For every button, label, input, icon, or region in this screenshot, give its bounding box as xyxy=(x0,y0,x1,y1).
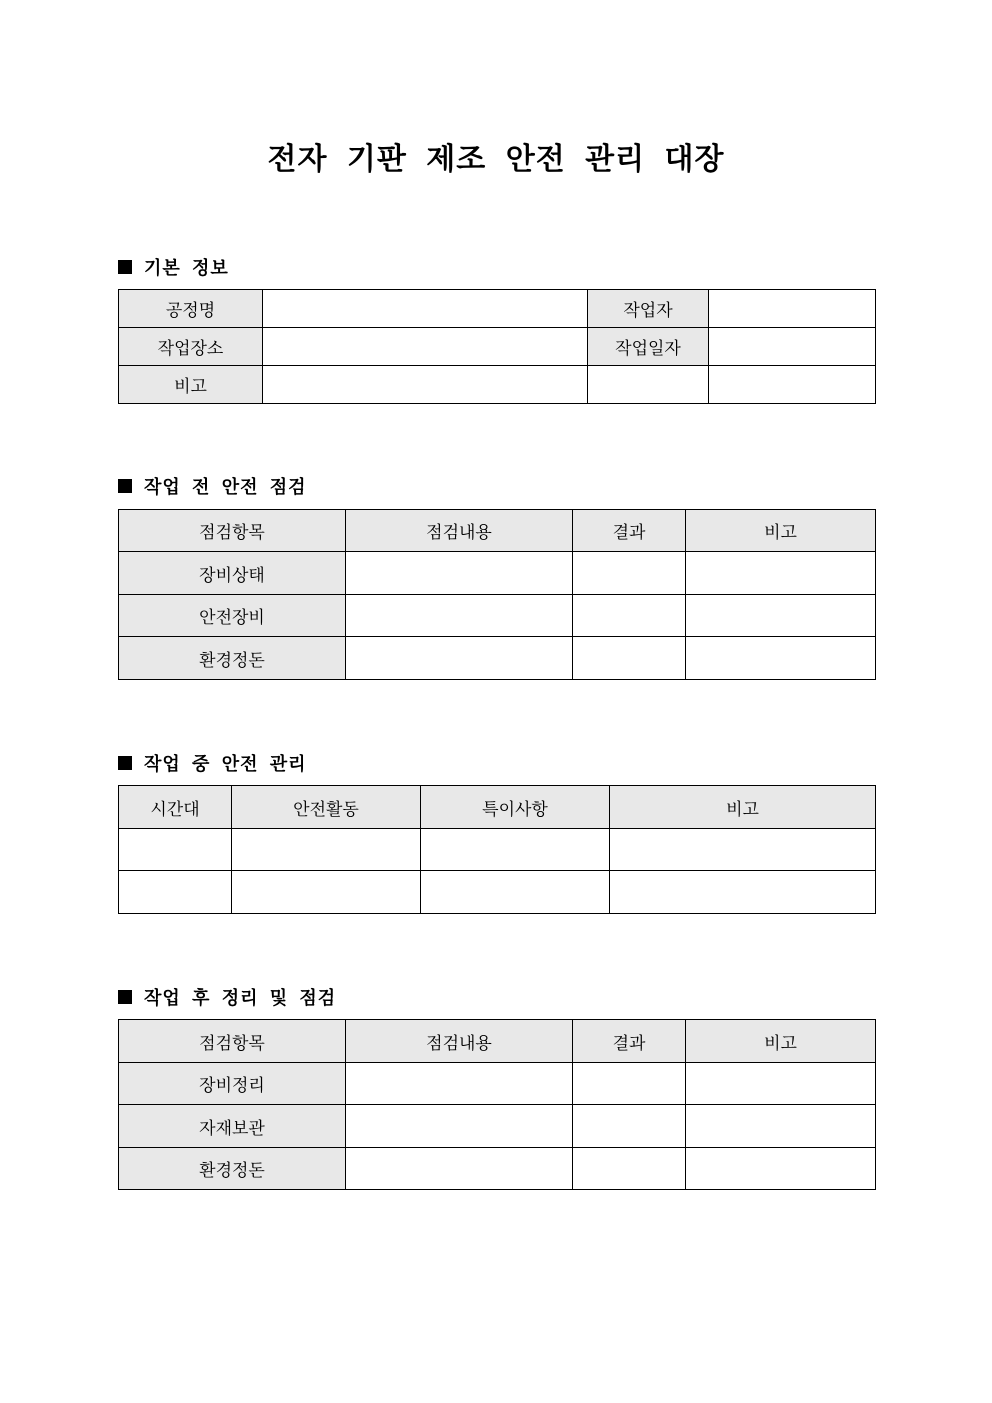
table-header-row xyxy=(119,1020,876,1063)
column-header: 비고 xyxy=(610,786,876,829)
check-item-label: 환경정돈 xyxy=(119,637,346,680)
section-heading-text: 기본 정보 xyxy=(144,258,229,279)
note-cell[interactable] xyxy=(686,1063,876,1105)
square-bullet-icon xyxy=(118,756,132,770)
section-heading-basic-info xyxy=(118,254,229,280)
table-row xyxy=(119,637,876,680)
table-row xyxy=(119,366,876,404)
table-row xyxy=(119,829,876,871)
activity-cell[interactable] xyxy=(232,829,421,871)
work-date-label: 작업일자 xyxy=(588,328,709,366)
result-cell[interactable] xyxy=(573,595,686,637)
table-row xyxy=(119,871,876,914)
column-header: 결과 xyxy=(573,510,686,552)
column-header: 시간대 xyxy=(119,786,232,829)
section-heading-text: 작업 중 안전 관리 xyxy=(144,754,307,775)
note-cell[interactable] xyxy=(686,595,876,637)
table-row xyxy=(119,290,876,328)
section-heading-pre-work-check xyxy=(118,473,307,499)
check-item-label: 자재보관 xyxy=(119,1105,346,1148)
check-item-label: 장비상태 xyxy=(119,552,346,595)
pre-work-check-table xyxy=(118,509,876,680)
check-content-cell[interactable] xyxy=(346,1105,573,1148)
check-content-cell[interactable] xyxy=(346,637,573,680)
section-heading-text: 작업 전 안전 점검 xyxy=(144,477,307,498)
check-content-cell[interactable] xyxy=(346,552,573,595)
special-note-cell[interactable] xyxy=(421,871,610,914)
result-cell[interactable] xyxy=(573,1063,686,1105)
table-header-row xyxy=(119,510,876,552)
section-heading-text: 작업 후 정리 및 점검 xyxy=(144,988,337,1009)
worker-field[interactable] xyxy=(709,290,876,328)
section-heading-post-work-check xyxy=(118,984,336,1010)
column-header: 점검항목 xyxy=(119,510,346,552)
table-row xyxy=(119,552,876,595)
table-row xyxy=(119,1105,876,1148)
work-location-label: 작업장소 xyxy=(119,328,263,366)
column-header: 안전활동 xyxy=(232,786,421,829)
square-bullet-icon xyxy=(118,479,132,493)
check-content-cell[interactable] xyxy=(346,595,573,637)
result-cell[interactable] xyxy=(573,1105,686,1148)
check-content-cell[interactable] xyxy=(346,1063,573,1105)
result-cell[interactable] xyxy=(573,1148,686,1190)
activity-cell[interactable] xyxy=(232,871,421,914)
remarks-label: 비고 xyxy=(119,366,263,404)
post-work-check-table xyxy=(118,1019,876,1190)
column-header: 결과 xyxy=(573,1020,686,1063)
special-note-cell[interactable] xyxy=(421,829,610,871)
page-title: 전자 기판 제조 안전 관리 대장 xyxy=(267,142,725,177)
note-cell[interactable] xyxy=(610,871,876,914)
result-cell[interactable] xyxy=(573,552,686,595)
note-cell[interactable] xyxy=(686,1148,876,1190)
worker-label: 작업자 xyxy=(588,290,709,328)
work-location-field[interactable] xyxy=(263,328,588,366)
column-header: 점검내용 xyxy=(346,510,573,552)
table-row xyxy=(119,328,876,366)
check-item-label: 환경정돈 xyxy=(119,1148,346,1190)
column-header: 비고 xyxy=(686,1020,876,1063)
result-cell[interactable] xyxy=(573,637,686,680)
work-date-field[interactable] xyxy=(709,328,876,366)
column-header: 점검항목 xyxy=(119,1020,346,1063)
table-row xyxy=(119,1148,876,1190)
note-cell[interactable] xyxy=(686,637,876,680)
time-cell[interactable] xyxy=(119,829,232,871)
process-name-label: 공정명 xyxy=(119,290,263,328)
section-heading-in-work-management xyxy=(118,750,307,776)
check-item-label: 안전장비 xyxy=(119,595,346,637)
note-cell[interactable] xyxy=(610,829,876,871)
check-item-label: 장비정리 xyxy=(119,1063,346,1105)
note-cell[interactable] xyxy=(686,1105,876,1148)
process-name-field[interactable] xyxy=(263,290,588,328)
remarks-field[interactable] xyxy=(263,366,588,404)
column-header: 비고 xyxy=(686,510,876,552)
empty-cell[interactable] xyxy=(709,366,876,404)
note-cell[interactable] xyxy=(686,552,876,595)
in-work-management-table xyxy=(118,785,876,914)
square-bullet-icon xyxy=(118,990,132,1004)
basic-info-table xyxy=(118,289,876,404)
table-header-row xyxy=(119,786,876,829)
column-header: 점검내용 xyxy=(346,1020,573,1063)
square-bullet-icon xyxy=(118,260,132,274)
time-cell[interactable] xyxy=(119,871,232,914)
table-row xyxy=(119,595,876,637)
empty-cell[interactable] xyxy=(588,366,709,404)
table-row xyxy=(119,1063,876,1105)
check-content-cell[interactable] xyxy=(346,1148,573,1190)
column-header: 특이사항 xyxy=(421,786,610,829)
